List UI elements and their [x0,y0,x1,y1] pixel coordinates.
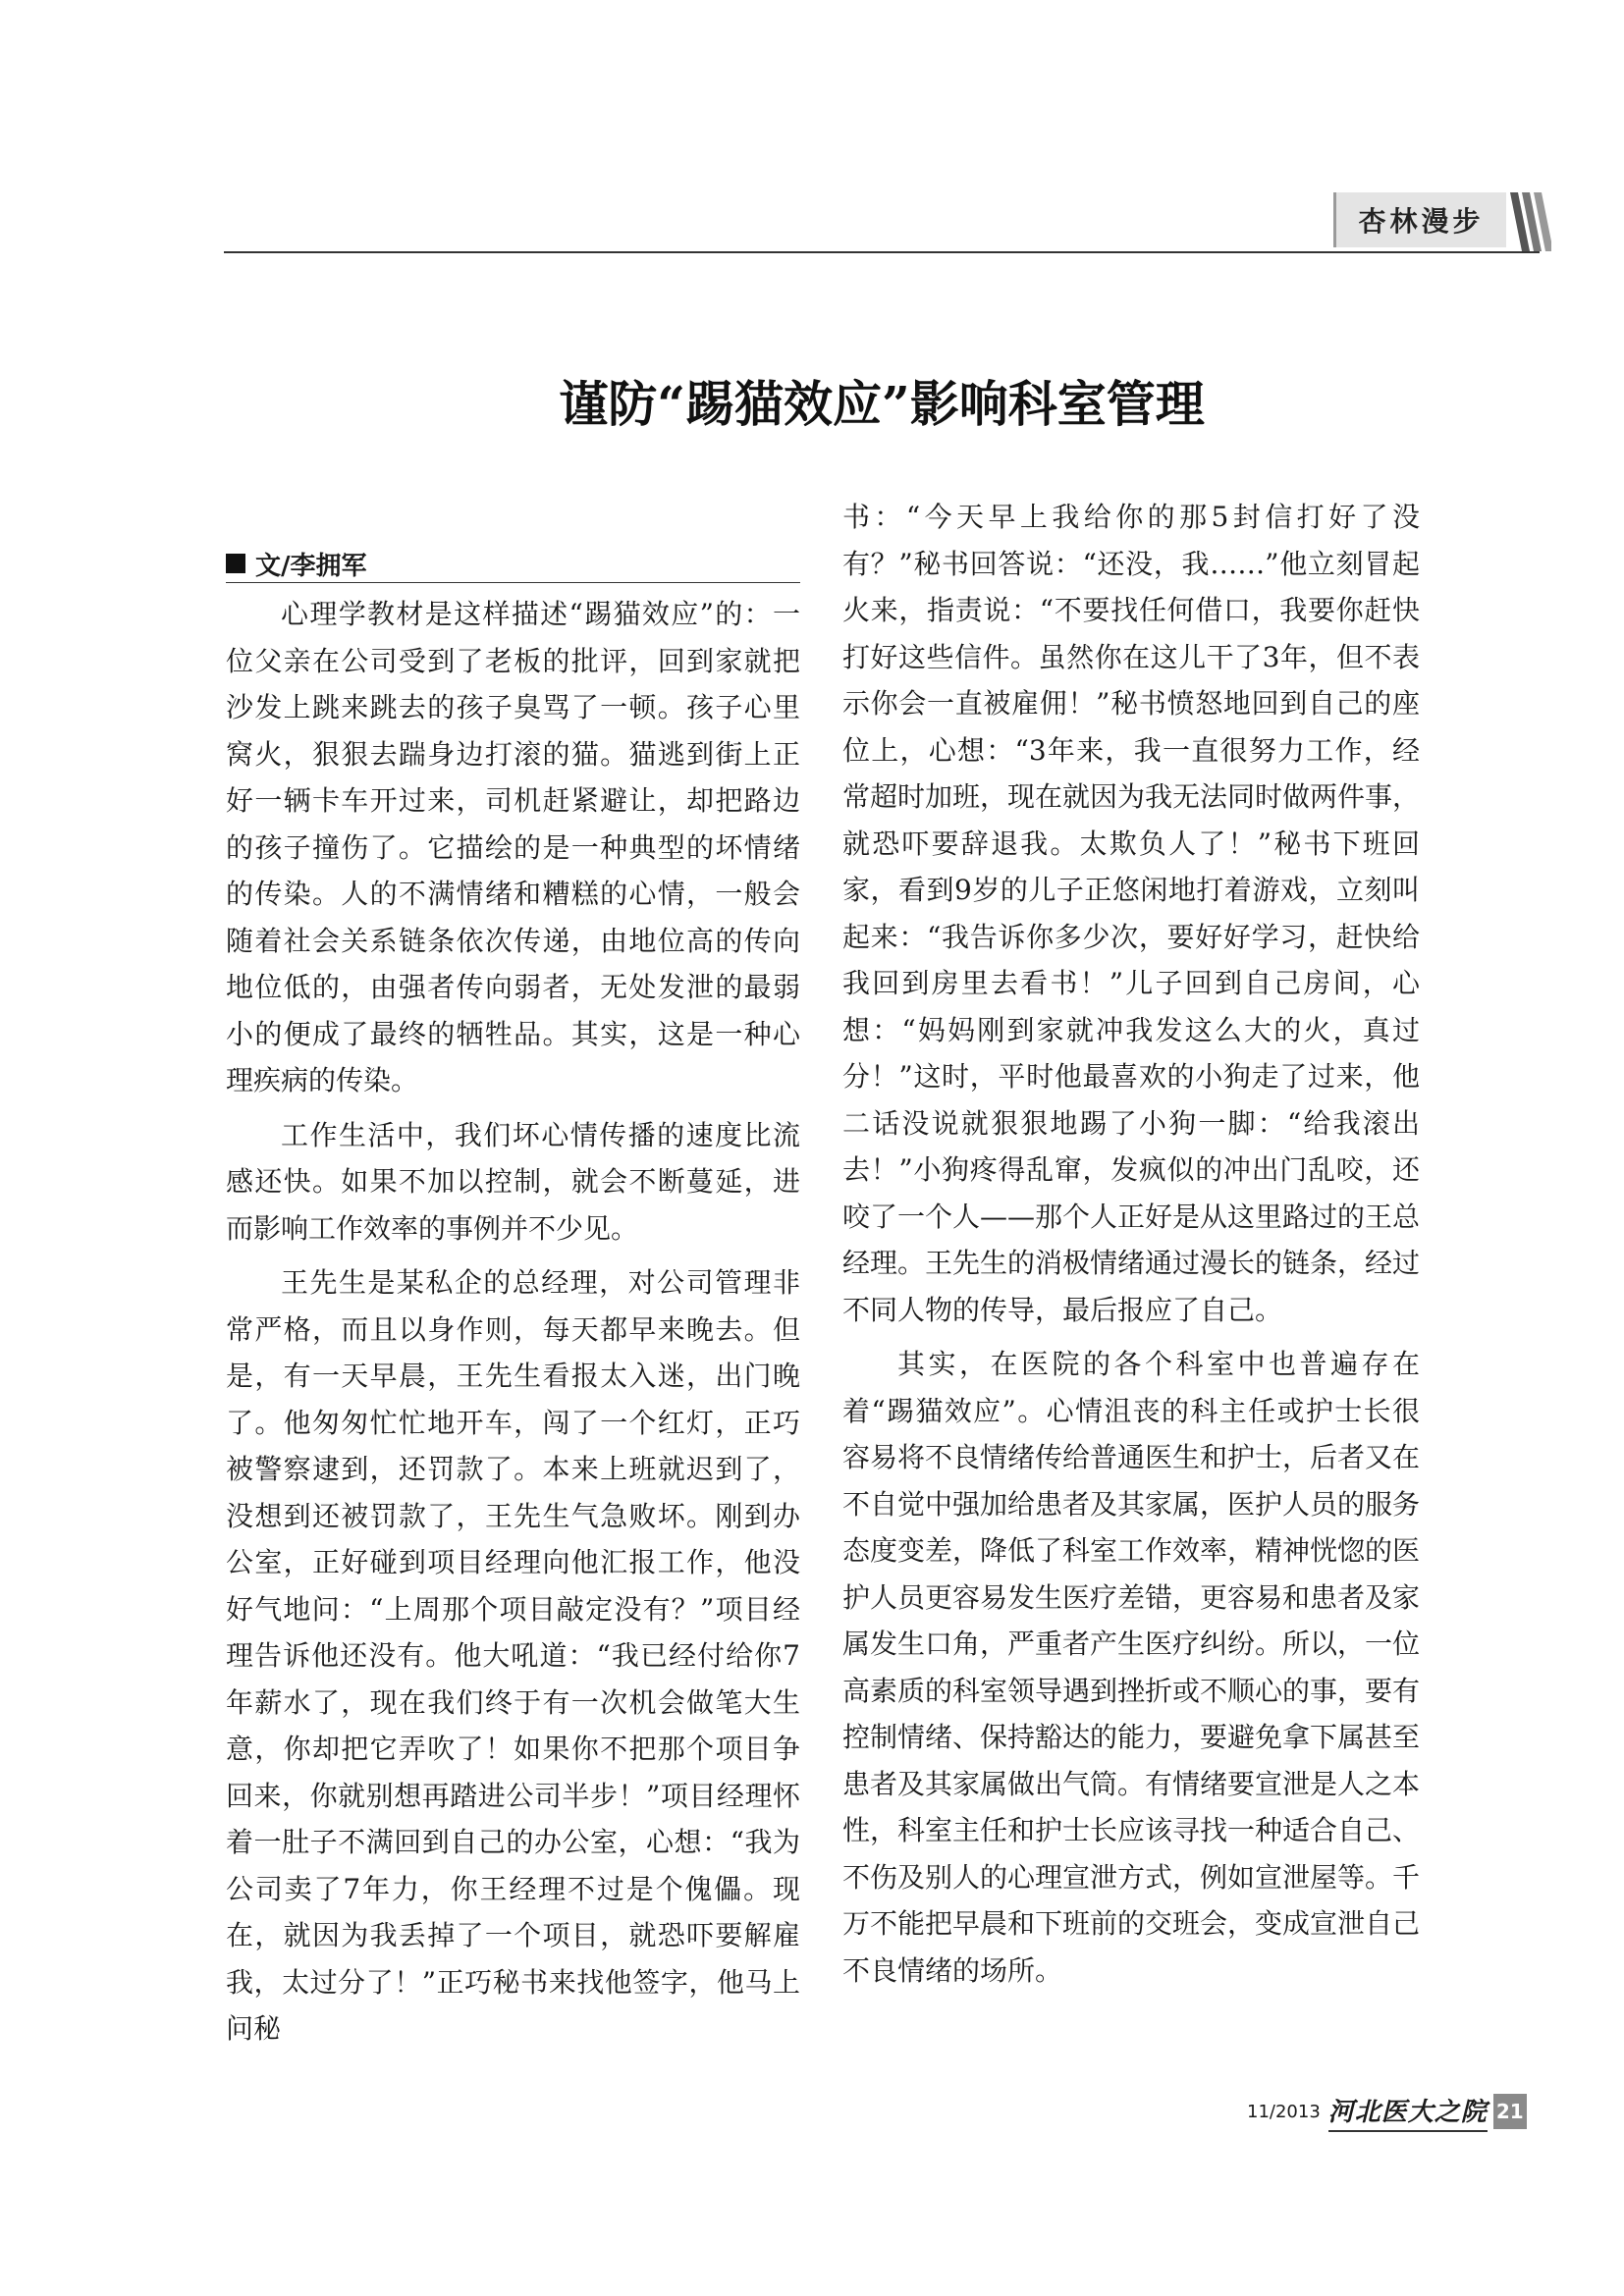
paragraph: 其实，在医院的各个科室中也普遍存在着“踢猫效应”。心情沮丧的科主任或护士长很容易将不良情绪传给普通医生和护士，后者又在不自觉中强加给患者及其家属，医护人员的服务态度变差，降低了科室工作效率，精神恍惚的医护人员更容易发生医疗差错，更容易和患者及家属发生口角，严重者产生医疗纠纷。所以，一位高素质的科室领导遇到挫折或不顺心的事，要有控制情绪、保持豁达的能力，要避免拿下属甚至患者及其家属做出气筒。有情绪要宣泄是人之本性，科室主任和护士长应该寻找一种适合自己、不伤及别人的心理宣泄方式，例如宣泄屋等。千万不能把早晨和下班前的交班会，变成宣泄自己不良情绪的场所。 [842,1348,1421,1987]
article-title: 谨防“踢猫效应”影响科室管理 [559,375,1205,433]
left-column [226,591,800,2060]
section-label: 杏林漫步 [1358,205,1485,238]
paragraph: 心理学教材是这样描述“踢猫效应”的：一位父亲在公司受到了老板的批评，回到家就把沙发上跳来跳去的孩子臭骂了一顿。孩子心里窝火，狠狠去踹身边打滚的猫。猫逃到街上正好一辆卡车开过来，司机赶紧避让，却把路边的孩子撞伤了。它描绘的是一种典型的坏情绪的传染。人的不满情绪和糟糕的心情，一般会随着社会关系链条依次传递，由地位高的传向地位低的，由强者传向弱者，无处发泄的最弱小的便成了最终的牺牲品。其实，这是一种心理疾病的传染。 [226,598,800,1096]
paragraph: 工作生活中，我们坏心情传播的速度比流感还快。如果不加以控制，就会不断蔓延，进而影响工作效率的事例并不少见。 [226,1118,800,1245]
paragraph: 王先生是某私企的总经理，对公司管理非常严格，而且以身作则，每天都早来晚去。但是，有一天早晨，王先生看报太入迷，出门晚了。他匆匆忙忙地开车，闯了一个红灯，正巧被警察逮到，还罚款了。本来上班就迟到了，没想到还被罚款了，王先生气急败坏。刚到办公室，正好碰到项目经理向他汇报工作，他没好气地问：“上周那个项目敲定没有？”项目经理告诉他还没有。他大吼道：“我已经付给你7年薪水了，现在我们终于有一次机会做笔大生意，你却把它弄吹了！如果你不把那个项目争回来，你就别想再踏进公司半步！”项目经理怀着一肚子不满回到自己的办公室，心想：“我为公司卖了7年力，你王经理不过是个傀儡。现在，就因为我丢掉了一个项目，就恐吓要解雇我，太过分了！”正巧秘书来找他签字，他马上问秘 [226,1266,800,2045]
section-tab [1333,192,1506,247]
issue-date: 11/2013 [1247,2101,1321,2122]
byline-text: 文/李拥军 [255,551,367,581]
page-footer [1247,2091,1527,2132]
paragraph: 书：“今天早上我给你的那5封信打好了没有？”秘书回答说：“还没，我……”他立刻冒起火来，指责说：“不要找任何借口，我要你赶快打好这些信件。虽然你在这儿干了3年，但不表示你会一直被雇佣！”秘书愤怒地回到自己的座位上，心想：“3年来，我一直很努力工作，经常超时加班，现在就因为我无法同时做两件事，就恐吓要辞退我。太欺负人了！”秘书下班回家，看到9岁的儿子正悠闲地打着游戏，立刻叫起来：“我告诉你多少次，要好好学习，赶快给我回到房里去看书！”儿子回到自己房间，心想：“妈妈刚到家就冲我发这么大的火，真过分！”这时，平时他最喜欢的小狗走了过来，他二话没说就狠狠地踢了小狗一脚：“给我滚出去！”小狗疼得乱窜，发疯似的冲出门乱咬，还咬了一个人——那个人正好是从这里路过的王总经理。王先生的消极情绪通过漫长的链条，经过不同人物的传导，最后报应了自己。 [842,501,1421,1326]
section-tab-stripes [1508,192,1551,251]
right-column [842,494,1420,2002]
page-number: 21 [1493,2094,1527,2129]
byline-square-icon [226,554,245,573]
journal-name: 河北医大之院 [1328,2092,1488,2132]
header-rule [224,251,1540,253]
byline [226,545,800,583]
